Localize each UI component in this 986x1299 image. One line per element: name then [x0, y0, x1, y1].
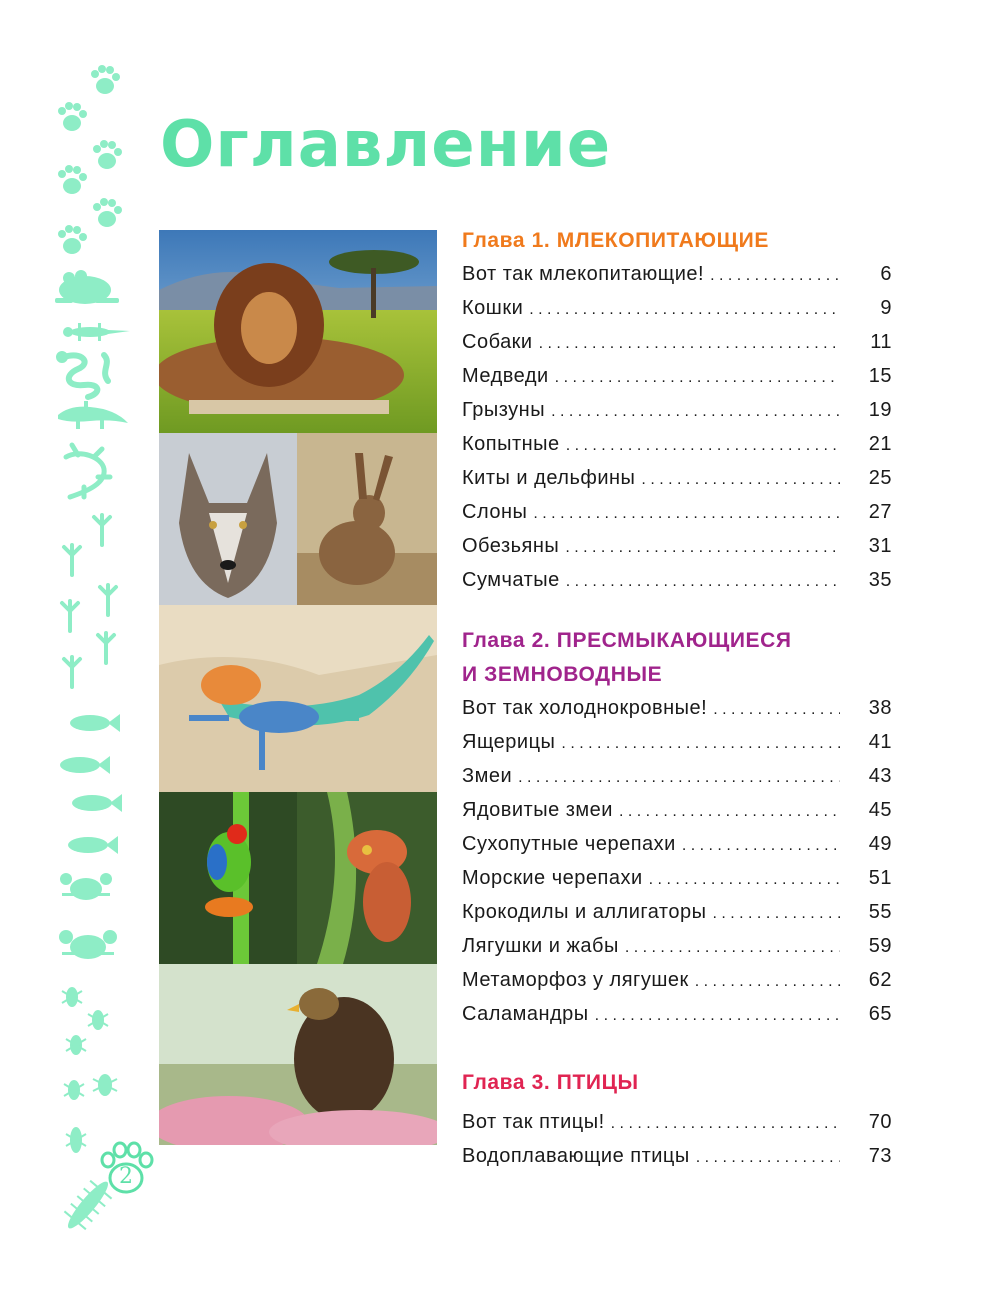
page-number-badge: [96, 1140, 156, 1200]
chapter-2-title-line1: Глава 2. ПРЕСМЫКАЮЩИЕСЯ: [462, 629, 792, 652]
toc-entry-page: 9: [880, 297, 892, 319]
dot-leader: [533, 497, 840, 530]
dot-leader: [529, 293, 840, 326]
dot-leader: [555, 361, 840, 394]
fish-icon: [60, 714, 122, 854]
toc-entry: [462, 1106, 892, 1140]
toc-entry-label: Крокодилы и аллигаторы: [462, 901, 707, 923]
dot-leader: [611, 1107, 840, 1140]
toc-entry-page: 6: [880, 263, 892, 285]
toc-entry-label: Лягушки и жабы: [462, 935, 619, 957]
toc-entry-page: 43: [868, 765, 892, 787]
toc-entry-label: Сумчатые: [462, 569, 560, 591]
sidebar-art: [50, 55, 135, 1255]
toc-entry: [462, 794, 892, 828]
toc-entry-page: 38: [868, 697, 892, 719]
toc-entry: [462, 564, 892, 598]
paw-print-icon: [58, 102, 87, 131]
dot-leader: [551, 395, 840, 428]
paw-print-icon: [58, 165, 87, 194]
toc-entry-label: Вот так млекопитающие!: [462, 263, 705, 285]
toc-entry-label: Медведи: [462, 365, 549, 387]
page-number: 2: [119, 1164, 133, 1189]
dot-leader: [539, 327, 840, 360]
toc-entry-label: Метаморфоз у лягушек: [462, 969, 689, 991]
toc-entry-page: 21: [868, 433, 892, 455]
toc-entry-label: Вот так холоднокровные!: [462, 697, 708, 719]
dot-leader: [682, 829, 840, 862]
toc-entry: [462, 462, 892, 496]
toc-entry-page: 62: [868, 969, 892, 991]
photo-collage: [159, 230, 437, 1145]
toc-entry-label: Вот так птицы!: [462, 1111, 605, 1133]
dot-leader: [712, 897, 840, 930]
toc-entry-label: Грызуны: [462, 399, 546, 421]
toc-entry-page: 19: [868, 399, 892, 421]
tree-frog-photo: [159, 792, 297, 964]
dot-leader: [695, 965, 840, 998]
toc-entry-page: 45: [868, 799, 892, 821]
toc-entry-label: Ящерицы: [462, 731, 556, 753]
paw-print-icon: [93, 140, 122, 169]
dot-leader: [518, 761, 840, 794]
toc-entry-page: 70: [868, 1111, 892, 1133]
toc-entry-label: Копытные: [462, 433, 560, 455]
toc-entry-label: Змеи: [462, 765, 513, 787]
toc-entry-page: 35: [868, 569, 892, 591]
toc-entry-page: 15: [868, 365, 892, 387]
dot-leader: [625, 931, 840, 964]
dot-leader: [710, 259, 840, 292]
toc-entry: [462, 930, 892, 964]
chapter-3-entries: [462, 1106, 892, 1174]
toc-entry-label: Морские черепахи: [462, 867, 643, 889]
toc-entry-page: 27: [868, 501, 892, 523]
hare-photo: [297, 433, 437, 605]
dot-leader: [641, 463, 840, 496]
toc-entry-page: 49: [868, 833, 892, 855]
insect-icon: [62, 988, 117, 1152]
gecko-photo: [297, 792, 437, 964]
dot-leader: [713, 693, 840, 726]
wolf-photo: [159, 433, 297, 605]
toc-entry-page: 25: [868, 467, 892, 489]
dot-leader: [566, 565, 840, 598]
toc-entry-page: 31: [868, 535, 892, 557]
dot-leader: [696, 1141, 840, 1174]
dot-leader: [566, 429, 840, 462]
toc-entry: [462, 326, 892, 360]
crab-icon: [59, 873, 117, 959]
chapter-2-entries: [462, 692, 892, 1032]
toc-entry-page: 73: [868, 1145, 892, 1167]
toc-entry: [462, 862, 892, 896]
toc-entry: [462, 292, 892, 326]
toc-entry: [462, 394, 892, 428]
toc-entry: [462, 726, 892, 760]
snake-icon: [59, 354, 108, 397]
toc-entry: [462, 964, 892, 998]
chapter-1-entries: [462, 258, 892, 598]
dot-leader: [649, 863, 840, 896]
toc-entry-label: Сухопутные черепахи: [462, 833, 676, 855]
toc-entry: [462, 360, 892, 394]
toc-entry-label: Слоны: [462, 501, 528, 523]
toc-entry: [462, 896, 892, 930]
lizard-icon: [63, 323, 130, 341]
eagle-photo: [159, 964, 437, 1145]
toc-entry-page: 55: [868, 901, 892, 923]
toc-entry: [462, 998, 892, 1032]
dot-leader: [561, 727, 840, 760]
toc-entry-label: Обезьяны: [462, 535, 560, 557]
crocodile-icon: [58, 401, 128, 429]
toc-entry: [462, 1140, 892, 1174]
paw-print-icon: [93, 198, 122, 227]
toc-entry-label: Ядовитые змеи: [462, 799, 613, 821]
lion-photo: [159, 230, 437, 433]
dot-leader: [619, 795, 840, 828]
frog-icon: [55, 270, 119, 304]
toc-entry-label: Саламандры: [462, 1003, 589, 1025]
table-of-contents: [462, 224, 892, 1174]
toc-entry-label: Водоплавающие птицы: [462, 1145, 690, 1167]
toc-entry-page: 51: [868, 867, 892, 889]
toc-entry: [462, 692, 892, 726]
page-title: Оглавление: [160, 108, 612, 182]
chapter-1-title: Глава 1. МЛЕКОПИТАЮЩИЕ: [462, 229, 769, 252]
bird-footprint-icon: [62, 515, 116, 687]
toc-entry-page: 59: [868, 935, 892, 957]
toc-entry-page: 11: [870, 331, 892, 353]
toc-entry: [462, 760, 892, 794]
toc-entry: [462, 258, 892, 292]
animal-tracks-sidebar: [50, 55, 135, 1255]
chapter-2-title-line2: И ЗЕМНОВОДНЫЕ: [462, 663, 663, 686]
toc-entry: [462, 828, 892, 862]
toc-entry-label: Собаки: [462, 331, 533, 353]
paw-print-icon: [91, 65, 120, 94]
toc-entry-page: 65: [868, 1003, 892, 1025]
paw-print-icon: [58, 225, 87, 254]
salamander-icon: [66, 445, 110, 497]
toc-entry: [462, 530, 892, 564]
dot-leader: [595, 999, 840, 1032]
lizard-photo: [159, 605, 437, 792]
toc-entry-label: Киты и дельфины: [462, 467, 636, 489]
toc-entry-page: 41: [868, 731, 892, 753]
toc-entry: [462, 428, 892, 462]
dot-leader: [565, 531, 840, 564]
toc-entry-label: Кошки: [462, 297, 524, 319]
toc-entry: [462, 496, 892, 530]
chapter-3-title: Глава 3. ПТИЦЫ: [462, 1071, 639, 1094]
